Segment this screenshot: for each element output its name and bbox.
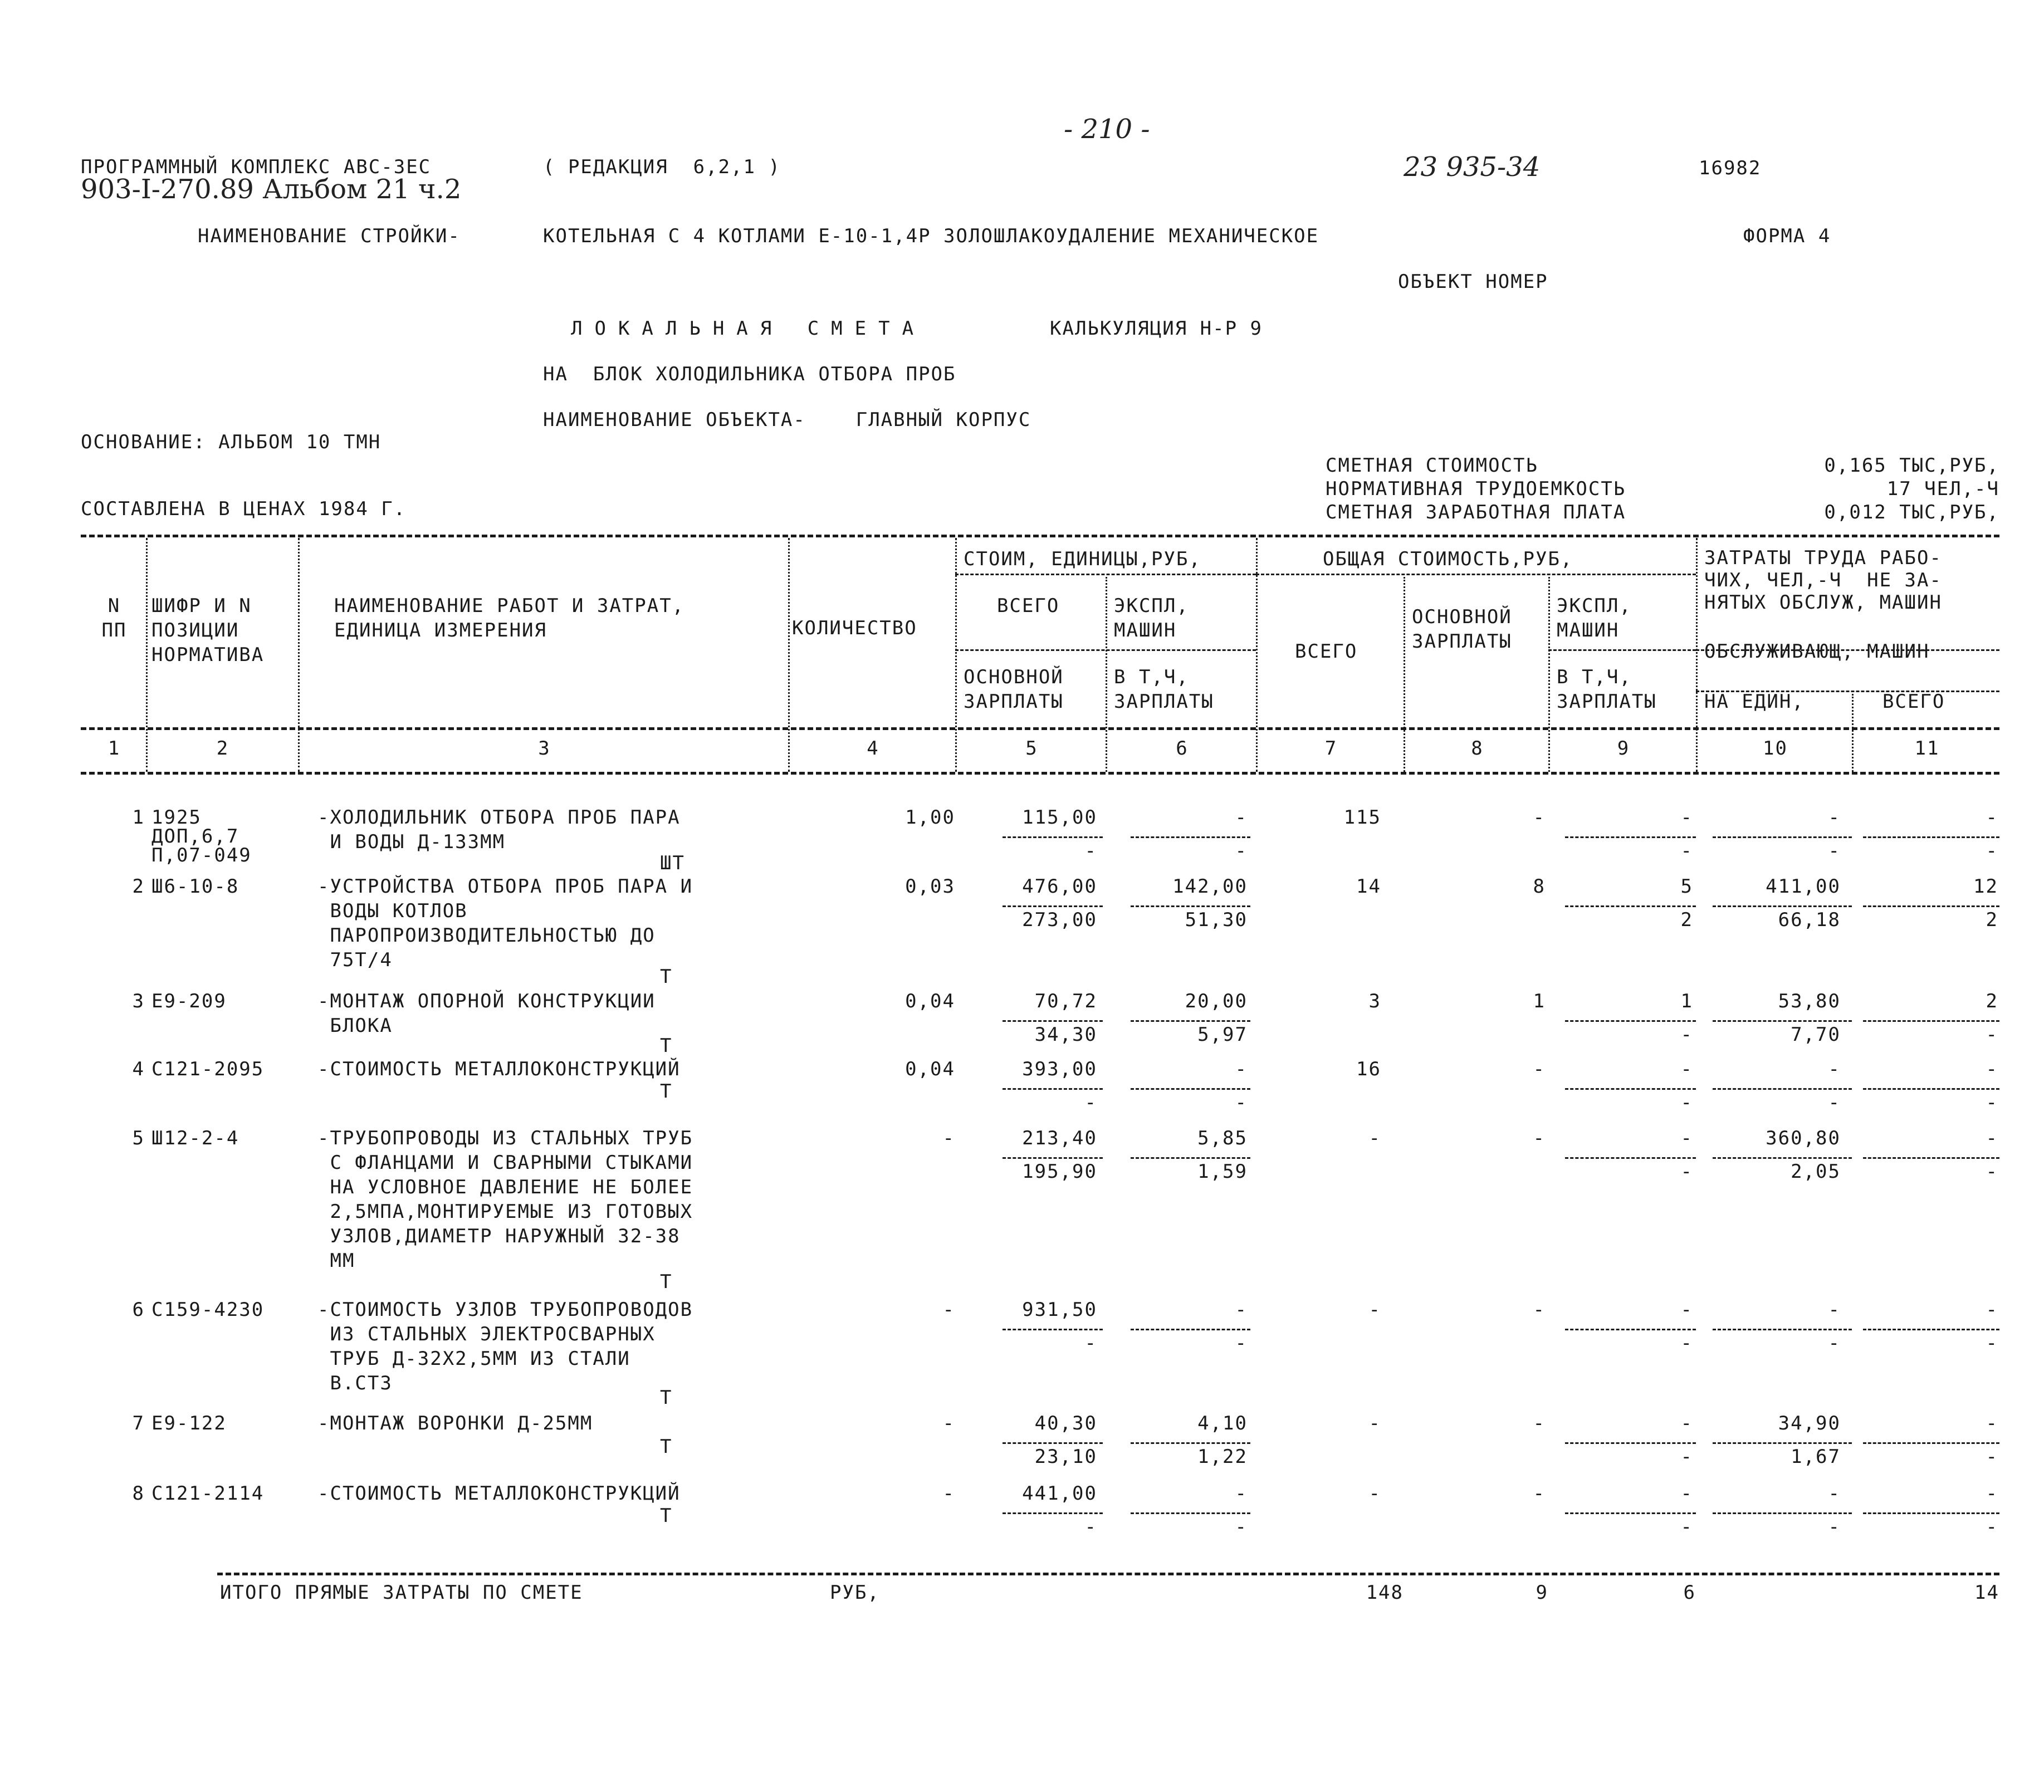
row-service-unit: -: [1828, 840, 1841, 862]
row-base-wage: 1: [1533, 990, 1546, 1012]
row-labor-unit: -: [1828, 1058, 1841, 1080]
row-sub-rule: [1565, 1088, 1696, 1090]
doc-code: 23 935-34: [1404, 151, 1541, 183]
row-unit-machines: 142,00: [1172, 875, 1248, 898]
row-unit-total: 70,72: [1034, 990, 1097, 1012]
total-c8: 9: [1536, 1582, 1548, 1604]
row-labor-unit: -: [1828, 1482, 1841, 1505]
row-unit-machines: -: [1235, 1299, 1248, 1321]
row-sub-rule: [1003, 905, 1103, 907]
calculation-label: КАЛЬКУЛЯЦИЯ Н-Р 9: [1050, 317, 1263, 340]
row-name: БЛОКА: [317, 1015, 393, 1037]
row-labor-total: -: [1986, 1127, 1998, 1149]
col-sep-8: [1548, 577, 1550, 772]
row-sub-rule: [1713, 1020, 1852, 1022]
row-unit-machine-wage: 1,22: [1197, 1446, 1248, 1468]
row-sub-rule: [1863, 1442, 1999, 1444]
row-name: -СТОИМОСТЬ МЕТАЛЛОКОНСТРУКЦИЙ: [317, 1058, 681, 1080]
row-labor-total: -: [1986, 1412, 1998, 1434]
row-labor-unit: 53,80: [1778, 990, 1841, 1012]
estimate-title: ЛОКАЛЬНАЯ СМЕТА: [571, 317, 926, 340]
row-unit-wage: -: [1084, 1332, 1097, 1354]
col5-header-vsego: ВСЕГО: [997, 595, 1060, 617]
row-unit-machines: -: [1235, 1482, 1248, 1505]
row-name: -СТОИМОСТЬ МЕТАЛЛОКОНСТРУКЦИЙ: [317, 1482, 681, 1505]
row-sub-rule: [1863, 1020, 1999, 1022]
row-service-unit: -: [1828, 1516, 1841, 1538]
row-total: 3: [1368, 990, 1381, 1012]
row-labor-total: -: [1986, 1058, 1998, 1080]
row-unit-total: 441,00: [1022, 1482, 1097, 1505]
row-labor-unit: 34,90: [1778, 1412, 1841, 1434]
col9-header-vtch: В Т,Ч, ЗАРПЛАТЫ: [1557, 666, 1657, 713]
row-name: В.СТ3: [317, 1372, 393, 1394]
row-service-total: -: [1986, 1161, 1998, 1183]
total-c11: 14: [1974, 1582, 1999, 1604]
row-number: 7: [132, 1412, 145, 1434]
row-code: 1925: [151, 806, 202, 829]
row-unit: Т: [660, 1387, 673, 1409]
row-service-total: -: [1986, 840, 1998, 862]
col-number-11: 11: [1914, 737, 1940, 760]
row-service-total: -: [1986, 1332, 1998, 1354]
row-machines: -: [1680, 1412, 1693, 1434]
form-label: ФОРМА 4: [1743, 225, 1831, 247]
row-unit-machines: -: [1235, 806, 1248, 829]
row-sub-rule: [1863, 905, 1999, 907]
row-sub-rule: [1003, 1442, 1103, 1444]
doc-number: 16982: [1699, 157, 1762, 179]
row-number: 1: [132, 806, 145, 829]
object-number-label: ОБЪЕКТ НОМЕР: [1398, 271, 1548, 293]
row-base-wage: -: [1533, 1482, 1546, 1505]
row-machine-wage: -: [1680, 1091, 1693, 1114]
row-service-total: -: [1986, 1516, 1998, 1538]
row-sub-rule: [1863, 1088, 1999, 1090]
row-unit: Т: [660, 1080, 673, 1103]
total-rule: [217, 1573, 1999, 1575]
row-total: 115: [1343, 806, 1381, 829]
row-unit-total: 393,00: [1022, 1058, 1097, 1080]
row-unit-machine-wage: 5,97: [1197, 1024, 1248, 1046]
row-sub-rule: [1003, 1020, 1103, 1022]
row-unit: Т: [660, 1035, 673, 1057]
row-unit-machine-wage: -: [1235, 1516, 1248, 1538]
row-name: ММ: [317, 1250, 355, 1272]
row-unit-wage: 273,00: [1022, 909, 1097, 931]
col-sep-5: [1106, 577, 1107, 772]
col-number-8: 8: [1471, 737, 1484, 760]
numbers-bottom-rule: [81, 772, 1999, 775]
row-name: -УСТРОЙСТВА ОТБОРА ПРОБ ПАРА И: [317, 875, 693, 898]
total-cost-rule: [1256, 574, 1696, 575]
row-labor-total: -: [1986, 806, 1998, 829]
row-name: ТРУБ Д-32Х2,5ММ ИЗ СТАЛИ: [317, 1348, 630, 1370]
row-unit-machines: 5,85: [1197, 1127, 1248, 1149]
row-sub-rule: [1565, 1329, 1696, 1330]
row-total: -: [1368, 1127, 1381, 1149]
summary-values: 0,165 ТЫС,РУБ, 17 ЧЕЛ,-Ч 0,012 ТЫС,РУБ,: [1824, 454, 1999, 523]
row-machine-wage: -: [1680, 840, 1693, 862]
col3-header: НАИМЕНОВАНИЕ РАБОТ И ЗАТРАТ, ЕДИНИЦА ИЗМЕРЕНИЯ: [334, 595, 685, 642]
row-code: П,07-049: [151, 844, 252, 866]
row-code: Е9-122: [151, 1412, 227, 1434]
row-sub-rule: [1003, 836, 1103, 838]
col10-header: НА ЕДИН,: [1704, 691, 1805, 713]
row-machines: 1: [1680, 990, 1693, 1012]
row-service-total: -: [1986, 1446, 1998, 1468]
row-total: -: [1368, 1482, 1381, 1505]
row-base-wage: 8: [1533, 875, 1546, 898]
row-unit-wage: 34,30: [1034, 1024, 1097, 1046]
row-unit: Т: [660, 1505, 673, 1527]
row-unit-machines: -: [1235, 1058, 1248, 1080]
row-unit: Т: [660, 966, 673, 988]
row-service-unit: 2,05: [1791, 1161, 1841, 1183]
album-code: 903-I-270.89 Альбом 21 ч.2: [81, 174, 462, 205]
row-total: 16: [1356, 1058, 1381, 1080]
row-sub-rule: [1713, 1512, 1852, 1514]
row-sub-rule: [1565, 905, 1696, 907]
row-unit-total: 213,40: [1022, 1127, 1097, 1149]
col-number-10: 10: [1763, 737, 1788, 760]
col-sep-9: [1696, 538, 1698, 772]
total-cost-header: ОБЩАЯ СТОИМОСТЬ,РУБ,: [1323, 548, 1573, 570]
row-sub-rule: [1713, 1157, 1852, 1159]
row-name: С ФЛАНЦАМИ И СВАРНЫМИ СТЫКАМИ: [317, 1152, 693, 1174]
row-sub-rule: [1131, 1442, 1250, 1444]
row-service-total: -: [1986, 1024, 1998, 1046]
row-sub-rule: [1003, 1088, 1103, 1090]
row-machines: 5: [1680, 875, 1693, 898]
row-machine-wage: -: [1680, 1024, 1693, 1046]
row-code: Ш12-2-4: [151, 1127, 239, 1149]
row-sub-rule: [1863, 1512, 1999, 1514]
row-sub-rule: [1713, 836, 1852, 838]
col-number-6: 6: [1176, 737, 1189, 760]
labor-header: ЗАТРАТЫ ТРУДА РАБО- ЧИХ, ЧЕЛ,-Ч НЕ ЗА- НЯТЫХ ОБСЛУЖ, МАШИН: [1704, 547, 1942, 614]
col-number-3: 3: [538, 737, 551, 760]
col-number-2: 2: [216, 737, 229, 760]
construction-name: КОТЕЛЬНАЯ С 4 КОТЛАМИ Е-10-1,4Р ЗОЛОШЛАКОУДАЛЕНИЕ МЕХАНИЧЕСКОЕ: [543, 225, 1319, 247]
row-name: УЗЛОВ,ДИАМЕТР НАРУЖНЫЙ 32-38: [317, 1225, 681, 1247]
row-name: ВОДЫ КОТЛОВ: [317, 900, 468, 922]
page-number: - 210 -: [1064, 114, 1150, 145]
total-label: ИТОГО ПРЯМЫЕ ЗАТРАТЫ ПО СМЕТЕ: [220, 1582, 583, 1604]
row-total: -: [1368, 1412, 1381, 1434]
row-unit-wage: 195,90: [1022, 1161, 1097, 1183]
row-service-unit: -: [1828, 1332, 1841, 1354]
row-number: 3: [132, 990, 145, 1012]
row-sub-rule: [1003, 1512, 1103, 1514]
row-name: -ТРУБОПРОВОДЫ ИЗ СТАЛЬНЫХ ТРУБ: [317, 1127, 693, 1149]
row-sub-rule: [1713, 905, 1852, 907]
row-unit-machine-wage: -: [1235, 1332, 1248, 1354]
row-machines: -: [1680, 1299, 1693, 1321]
row-sub-rule: [1565, 1157, 1696, 1159]
row-machine-wage: -: [1680, 1516, 1693, 1538]
col-sep-2: [298, 538, 300, 772]
col8-header: ОСНОВНОЙ ЗАРПЛАТЫ: [1412, 606, 1512, 653]
col-sep-7: [1404, 577, 1405, 772]
row-sub-rule: [1131, 905, 1250, 907]
row-base-wage: -: [1533, 1058, 1546, 1080]
row-code: ДОП,6,7: [151, 825, 239, 848]
row-machine-wage: -: [1680, 1332, 1693, 1354]
col4-header: КОЛИЧЕСТВО: [792, 617, 917, 639]
row-sub-rule: [1863, 1329, 1999, 1330]
row-unit-wage: 23,10: [1034, 1446, 1097, 1468]
row-sub-rule: [1131, 1020, 1250, 1022]
row-number: 5: [132, 1127, 145, 1149]
row-sub-rule: [1131, 1088, 1250, 1090]
unit-cost-rule: [955, 574, 1256, 575]
row-unit-machines: 20,00: [1185, 990, 1248, 1012]
construction-label: НАИМЕНОВАНИЕ СТРОЙКИ-: [198, 225, 461, 247]
row-name: ИЗ СТАЛЬНЫХ ЭЛЕКТРОСВАРНЫХ: [317, 1323, 656, 1345]
row-unit-machine-wage: 51,30: [1185, 909, 1248, 931]
row-labor-unit: 411,00: [1766, 875, 1841, 898]
row-sub-rule: [1565, 1020, 1696, 1022]
row-name: -ХОЛОДИЛЬНИК ОТБОРА ПРОБ ПАРА: [317, 806, 681, 829]
row-sub-rule: [1131, 836, 1250, 838]
row-sub-rule: [1131, 1329, 1250, 1330]
row-name: И ВОДЫ Д-133ММ: [317, 831, 506, 853]
row-quantity: -: [942, 1482, 955, 1505]
col-sep-4: [955, 538, 957, 772]
row-unit-wage: -: [1084, 1091, 1097, 1114]
row-name: -МОНТАЖ ОПОРНОЙ КОНСТРУКЦИИ: [317, 990, 656, 1012]
row-sub-rule: [1131, 1512, 1250, 1514]
col9-header-ekspl: ЭКСПЛ, МАШИН: [1557, 595, 1632, 642]
row-quantity: 0,04: [905, 990, 955, 1012]
row-unit: ШТ: [660, 852, 685, 874]
row-service-total: -: [1986, 1091, 1998, 1114]
ekspl-sub-rule: [1548, 649, 1696, 651]
row-unit: Т: [660, 1436, 673, 1458]
row-name: 75Т/4: [317, 949, 393, 971]
row-unit-total: 476,00: [1022, 875, 1097, 898]
col5-header-osn: ОСНОВНОЙ ЗАРПЛАТЫ: [964, 666, 1064, 713]
col-number-1: 1: [107, 737, 121, 760]
row-sub-rule: [1131, 1157, 1250, 1159]
row-sub-rule: [1713, 1088, 1852, 1090]
row-code: С121-2095: [151, 1058, 265, 1080]
col-sep-6: [1256, 538, 1258, 772]
row-unit-machines: 4,10: [1197, 1412, 1248, 1434]
row-unit-machine-wage: 1,59: [1197, 1161, 1248, 1183]
row-base-wage: -: [1533, 1127, 1546, 1149]
col1-header: N ПП: [101, 595, 127, 642]
row-service-total: 2: [1986, 909, 1998, 931]
row-sub-rule: [1565, 1442, 1696, 1444]
row-number: 2: [132, 875, 145, 898]
row-quantity: -: [942, 1299, 955, 1321]
program-label: ПРОГРАММНЫЙ КОМПЛЕКС АВС-3ЕС: [81, 156, 432, 178]
row-total: 14: [1356, 875, 1381, 898]
row-sub-rule: [1863, 1157, 1999, 1159]
subject-title: НА БЛОК ХОЛОДИЛЬНИКА ОТБОРА ПРОБ: [543, 363, 956, 385]
row-service-unit: -: [1828, 1091, 1841, 1114]
row-service-unit: 7,70: [1791, 1024, 1841, 1046]
row-machine-wage: -: [1680, 1446, 1693, 1468]
row-machines: -: [1680, 1058, 1693, 1080]
row-labor-total: 2: [1986, 990, 1998, 1012]
row-service-unit: 1,67: [1791, 1446, 1841, 1468]
row-code: Ш6-10-8: [151, 875, 239, 898]
col-sep-10: [1852, 694, 1854, 772]
row-labor-total: -: [1986, 1299, 1998, 1321]
row-machine-wage: -: [1680, 1161, 1693, 1183]
row-labor-unit: -: [1828, 1299, 1841, 1321]
row-name: ПАРОПРОИЗВОДИТЕЛЬНОСТЬЮ ДО: [317, 924, 656, 947]
row-unit-total: 115,00: [1022, 806, 1097, 829]
row-quantity: -: [942, 1127, 955, 1149]
row-sub-rule: [1565, 1512, 1696, 1514]
total-unit: РУБ,: [830, 1582, 880, 1604]
unit-cost-header: СТОИМ, ЕДИНИЦЫ,РУБ,: [964, 548, 1201, 570]
col-number-5: 5: [1025, 737, 1038, 760]
row-machines: -: [1680, 1127, 1693, 1149]
row-labor-total: -: [1986, 1482, 1998, 1505]
row-unit-total: 40,30: [1034, 1412, 1097, 1434]
labor-sub-header: ОБСЛУЖИВАЮЩ, МАШИН: [1704, 640, 1930, 663]
row-unit-wage: -: [1084, 840, 1097, 862]
row-unit-machine-wage: -: [1235, 1091, 1248, 1114]
col-sep-3: [788, 538, 790, 772]
col2-header: ШИФР И N ПОЗИЦИИ НОРМАТИВА: [151, 595, 265, 666]
col-number-9: 9: [1617, 737, 1630, 760]
basis-label: ОСНОВАНИЕ: АЛЬБОМ 10 ТМН: [81, 431, 382, 453]
row-unit: Т: [660, 1271, 673, 1293]
total-c9: 6: [1683, 1582, 1696, 1604]
row-name: НА УСЛОВНОЕ ДАВЛЕНИЕ НЕ БОЛЕЕ: [317, 1176, 693, 1198]
row-service-unit: 66,18: [1778, 909, 1841, 931]
total-c7: 148: [1366, 1582, 1404, 1604]
row-code: С121-2114: [151, 1482, 265, 1505]
row-unit-machine-wage: -: [1235, 840, 1248, 862]
prices-label: СОСТАВЛЕНА В ЦЕНАХ 1984 Г.: [81, 498, 407, 520]
row-sub-rule: [1713, 1442, 1852, 1444]
row-name: -МОНТАЖ ВОРОНКИ Д-25ММ: [317, 1412, 593, 1434]
summary-labels: СМЕТНАЯ СТОИМОСТЬ НОРМАТИВНАЯ ТРУДОЕМКОСТЬ СМЕТНАЯ ЗАРАБОТНАЯ ПЛАТА: [1326, 454, 1626, 523]
row-machines: -: [1680, 1482, 1693, 1505]
row-code: Е9-209: [151, 990, 227, 1012]
row-base-wage: -: [1533, 1299, 1546, 1321]
col7-header: ВСЕГО: [1295, 640, 1358, 663]
row-name: 2,5МПА,МОНТИРУЕМЫЕ ИЗ ГОТОВЫХ: [317, 1201, 693, 1223]
header-bottom-rule: [81, 727, 1999, 730]
row-number: 6: [132, 1299, 145, 1321]
row-code: С159-4230: [151, 1299, 265, 1321]
row-unit-total: 931,50: [1022, 1299, 1097, 1321]
row-sub-rule: [1713, 1329, 1852, 1330]
col-number-7: 7: [1324, 737, 1338, 760]
row-machine-wage: 2: [1680, 909, 1693, 931]
col-number-4: 4: [867, 737, 879, 760]
row-quantity: 0,04: [905, 1058, 955, 1080]
col6-header-ekspl: ЭКСПЛ, МАШИН: [1114, 595, 1189, 642]
row-number: 4: [132, 1058, 145, 1080]
row-base-wage: -: [1533, 1412, 1546, 1434]
edition-label: ( РЕДАКЦИЯ 6,2,1 ): [543, 156, 781, 178]
row-quantity: 0,03: [905, 875, 955, 898]
row-sub-rule: [1863, 836, 1999, 838]
row-base-wage: -: [1533, 806, 1546, 829]
row-sub-rule: [1003, 1329, 1103, 1330]
row-labor-total: 12: [1973, 875, 1998, 898]
row-sub-rule: [1565, 836, 1696, 838]
row-quantity: -: [942, 1412, 955, 1434]
row-total: -: [1368, 1299, 1381, 1321]
row-machines: -: [1680, 806, 1693, 829]
row-labor-unit: -: [1828, 806, 1841, 829]
row-name: -СТОИМОСТЬ УЗЛОВ ТРУБОПРОВОДОВ: [317, 1299, 693, 1321]
col11-header: ВСЕГО: [1882, 691, 1945, 713]
row-quantity: 1,00: [905, 806, 955, 829]
row-sub-rule: [1003, 1157, 1103, 1159]
row-labor-unit: 360,80: [1766, 1127, 1841, 1149]
row-number: 8: [132, 1482, 145, 1505]
row-unit-wage: -: [1084, 1516, 1097, 1538]
object-name: НАИМЕНОВАНИЕ ОБЪЕКТА- ГЛАВНЫЙ КОРПУС: [543, 409, 1031, 431]
col6-header-vtch: В Т,Ч, ЗАРПЛАТЫ: [1114, 666, 1214, 713]
table-top-rule: [81, 535, 1999, 537]
